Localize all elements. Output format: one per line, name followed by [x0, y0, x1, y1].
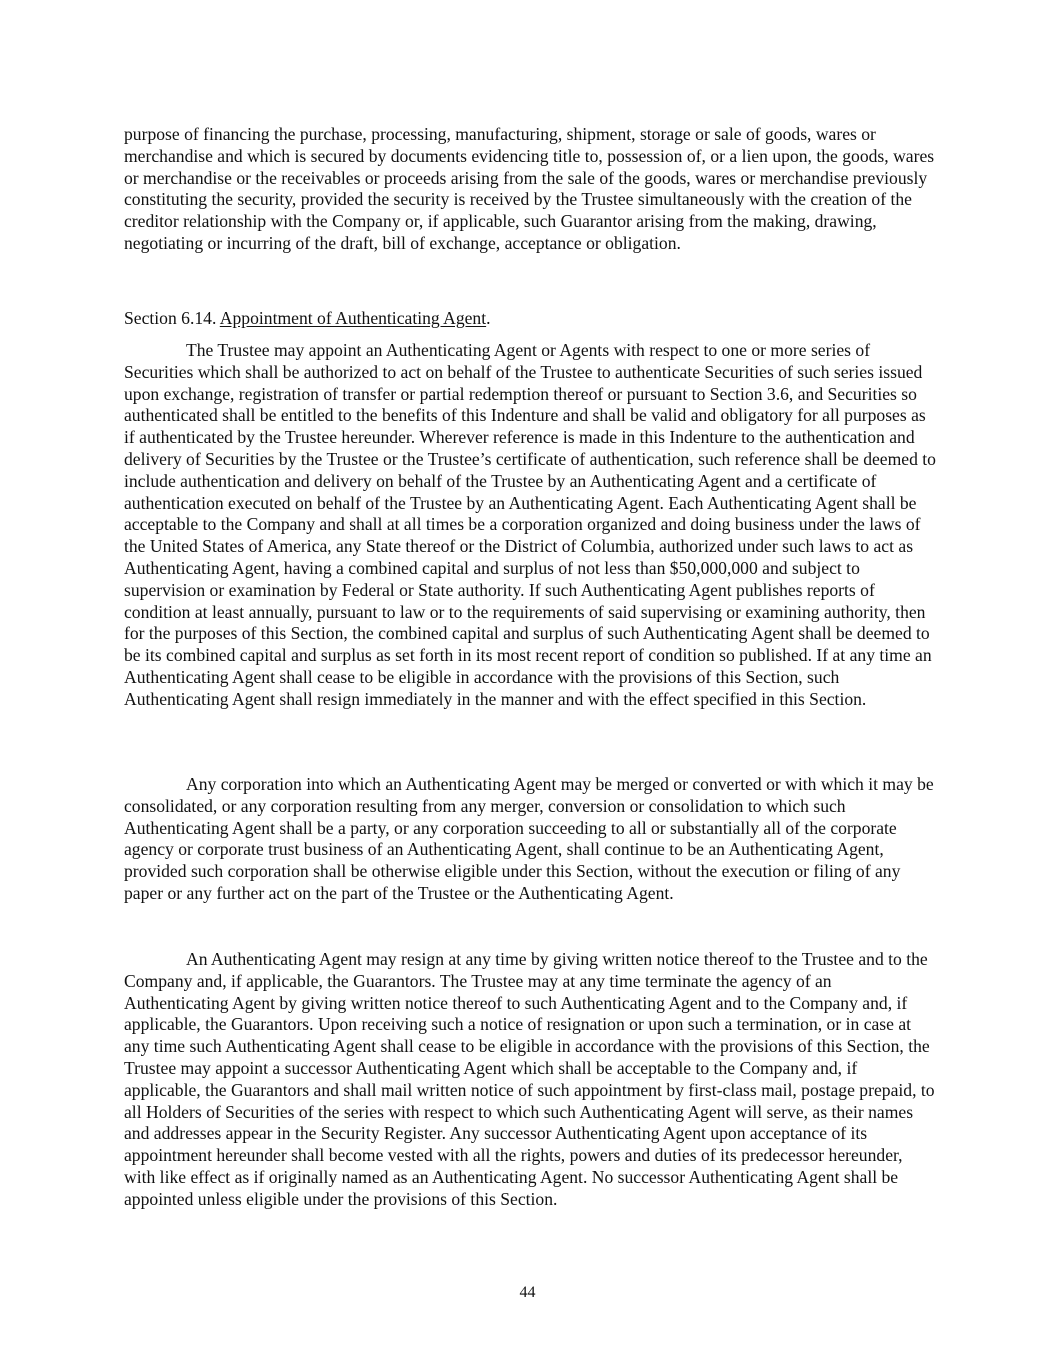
body-paragraph-appointment: The Trustee may appoint an Authenticating Agent or Agents with respect to one or more series of Securities which shall be authorized to act on behalf of the Trustee to authenticate Securities of such series issued upon exchange, registration of transfer or partial redemption thereof or pursuant to Section 3.6, and Securities so authenticated shall be entitled to the benefits of this Indenture and shall be valid and obligatory for all purposes as if authenticated by the Trustee hereunder. Wherever reference is made in this Indenture to the authentication and delivery of Securities by the Trustee or the Trustee’s certificate of authentication, such reference shall be deemed to include authentication and delivery on behalf of the Trustee by an Authenticating Agent and a certificate of authentication executed on behalf of the Trustee by an Authenticating Agent. Each Authenticating Agent shall be acceptable to the Company and shall at all times be a corporation organized and doing business under the laws of the United States of America, any State thereof or the District of Columbia, authorized under such laws to act as Authenticating Agent, having a combined capital and surplus of not less than $50,000,000 and subject to supervision or examination by Federal or State authority. If such Authenticating Agent publishes reports of condition at least annually, pursuant to law or to the requirements of said supervising or examining authority, then for the purposes of this Section, the combined capital and surplus of such Authenticating Agent shall be deemed to be its combined capital and surplus as set forth in its most recent report of condition so published. If at any time an Authenticating Agent shall cease to be eligible in accordance with the provisions of this Section, such Authenticating Agent shall resign immediately in the manner and with the effect specified in this Section.	[124, 340, 936, 709]
page-number: 44	[519, 1284, 536, 1301]
section-heading	[124, 308, 936, 330]
section-title-suffix: .	[486, 308, 491, 328]
section-title: Appointment of Authenticating Agent	[219, 308, 487, 328]
section-number: Section 6.14.	[124, 308, 217, 328]
intro-paragraph: purpose of financing the purchase, processing, manufacturing, shipment, storage or sale of goods, wares or merchandise and which is secured by documents evidencing title to, possession of, or a lien upon, the goods, wares or merchandise or the receivables or proceeds arising from the sale of the goods, wares or merchandise previously constituting the security, provided the security is received by the Trustee simultaneously with the creation of the creditor relationship with the Company or, if applicable, such Guarantor arising from the making, drawing, negotiating or incurring of the draft, bill of exchange, acceptance or obligation.	[124, 124, 935, 253]
body-paragraph-merger: Any corporation into which an Authenticating Agent may be merged or converted or with which it may be consolidated, or any corporation resulting from any merger, conversion or consolidation to which such Authenticating Agent shall be a party, or any corporation succeeding to all or substantially all of the corporate agency or corporate trust business of an Authenticating Agent, shall continue to be an Authenticating Agent, provided such corporation shall be otherwise eligible under this Section, without the execution or filing of any paper or any further act on the part of the Trustee or the Authenticating Agent.	[124, 774, 934, 903]
body-paragraph-resignation: An Authenticating Agent may resign at any time by giving written notice thereof to the Trustee and to the Company and, if applicable, the Guarantors. The Trustee may at any time terminate the agency of an Authenticating Agent by giving written notice thereof to such Authenticating Agent and to the Company and, if applicable, the Guarantors. Upon receiving such a notice of resignation or upon such a termination, or in case at any time such Authenticating Agent shall cease to be eligible in accordance with the provisions of this Section, the Trustee may appoint a successor Authenticating Agent which shall be acceptable to the Company and, if applicable, the Guarantors and shall mail written notice of such appointment by first-class mail, postage prepaid, to all Holders of Securities of the series with respect to which such Authenticating Agent will serve, as their names and addresses appear in the Security Register. Any successor Authenticating Agent upon acceptance of its appointment hereunder shall become vested with all the rights, powers and duties of its predecessor hereunder, with like effect as if originally named as an Authenticating Agent. No successor Authenticating Agent shall be appointed unless eligible under the provisions of this Section.	[124, 949, 935, 1209]
